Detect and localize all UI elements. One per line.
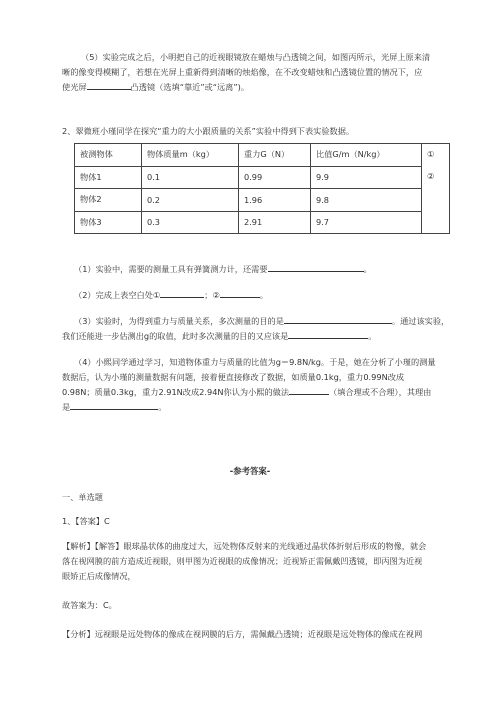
q2-intro: 2、翠微班小瑾同学在探究“重力的大小跟质量的关系”实验中得到下表实验数据。 <box>62 126 355 136</box>
q2-sub4-line3-end: （填合理或不合理），其理由 <box>329 387 432 397</box>
q2-sub3-line1 <box>74 314 449 329</box>
q2-sub3-line2 <box>62 329 376 344</box>
circle-2-label: ② <box>427 170 435 181</box>
table-cell: 0.99 <box>239 166 311 189</box>
q1-part5-line2: 晰的像变得模糊了，若想在光屏上重新得到清晰的烛焰像，在不改变蜡烛和凸透镜位置的情况下，应 <box>62 67 423 77</box>
q2-sub4-line1: （4）小熙同学通过学习，知道物体重力与质量的比值为g＝9.8N/kg。于是，她在分析了小瑾的测量 <box>74 357 436 367</box>
q2-sub2-mid: ；② <box>204 290 220 300</box>
q2-sub4-line4 <box>62 400 166 415</box>
analysis-line1: 【解析】【解答】眼球晶状体的曲度过大，远处物体反射来的光线通过晶状体折射后形成的物像，就会 <box>62 541 427 551</box>
q2-sub4-line4-end: 。 <box>158 402 167 412</box>
answer-blank[interactable] <box>284 314 392 324</box>
table-cell: 2.91 <box>239 211 311 234</box>
q2-sub4-line3 <box>62 385 431 400</box>
table-header-cell: 物体质量m（kg） <box>142 144 239 167</box>
table-header-row <box>75 144 450 167</box>
table-row <box>75 211 450 234</box>
table-cell: 物体3 <box>75 211 142 234</box>
table-row <box>75 189 450 212</box>
answer-blank[interactable] <box>220 288 260 298</box>
table-header-cell: 重力G（N） <box>239 144 311 167</box>
table-cell: 9.8 <box>311 189 422 212</box>
answer-q1-label: 1、【答案】C <box>62 516 110 526</box>
table-header-cell: 比值G/m（N/kg） <box>311 144 422 167</box>
answer-blank[interactable] <box>288 329 368 339</box>
table-cell: 0.1 <box>142 166 239 189</box>
q1-part5-line3-post: 凸透镜（选填“靠近”或“远离”)。 <box>130 82 249 92</box>
q2-sub1-end: 。 <box>363 264 372 274</box>
table-cell: 0.3 <box>142 211 239 234</box>
q2-sub2 <box>74 288 268 303</box>
table-cell: 9.9 <box>311 166 422 189</box>
answer-blank[interactable] <box>289 385 329 395</box>
table-cell: 物体2 <box>75 189 142 212</box>
q1-part5-line3 <box>62 80 452 95</box>
q2-sub1 <box>74 262 372 277</box>
q2-sub3-line2-text: 我们还能进一步估测出g的取值，此时多次测量的目的又应该是 <box>62 331 289 341</box>
q2-sub3-text: （3）实验时，为得到重力与质量关系，多次测量的目的是 <box>74 316 284 326</box>
table-cell: 1.96 <box>239 189 311 212</box>
q2-sub2-end: 。 <box>259 290 268 300</box>
table-cell: 物体1 <box>75 166 142 189</box>
data-table <box>74 143 450 234</box>
answer-blank[interactable] <box>160 288 204 298</box>
answer-conclusion: 故答案为：C。 <box>62 600 117 610</box>
answer-blank[interactable] <box>268 262 364 272</box>
answer-blank[interactable] <box>70 400 158 410</box>
answers-section-heading: 一、单选题 <box>62 492 103 502</box>
q2-sub3-line2-end: 。 <box>368 331 377 341</box>
analysis-line2: 落在视网膜的前方造成近视眼，则甲图为近视眼的成像情况；近视矫正需佩戴凹透镜，即丙图为近视 <box>62 556 423 566</box>
table-cell: 0.2 <box>142 189 239 212</box>
answers-title: -参考答案- <box>229 466 271 476</box>
analysis-line3: 眼矫正后成像情况， <box>62 571 136 581</box>
answer-blank[interactable] <box>87 80 131 90</box>
table-row <box>75 166 450 189</box>
q2-sub2-text: （2）完成上表空白处① <box>74 290 161 300</box>
blank-column-cell <box>422 144 450 234</box>
fenxi-line1: 【分析】远视眼是远处物体的像成在视网膜的后方，需佩戴凸透镜；近视眼是远处物体的像成在视网 <box>62 629 423 639</box>
q2-sub3-post: 。通过该实验， <box>391 316 450 326</box>
q1-part5-line3-pre: 使光屏 <box>62 82 87 92</box>
q2-sub4-line2: 数据后，认为小瑾的测量数据有问题，接着便直接修改了数据，如质量0.1kg，重力0.99N改成 <box>62 372 405 382</box>
q2-sub4-line3-text: 0.98N；质量0.3kg，重力2.91N改成2.94N你认为小熙的做法 <box>62 387 290 397</box>
q1-part5-line1: （5）实验完成之后，小明把自己的近视眼镜放在蜡烛与凸透镜之间，如图丙所示，光屏上原来清 <box>81 52 431 62</box>
q2-sub4-line4-text: 是 <box>62 402 71 412</box>
q2-sub1-text: （1）实验中，需要的测量工具有弹簧测力计，还需要 <box>74 264 268 274</box>
circle-1-label: ① <box>427 149 435 159</box>
table-cell: 9.7 <box>311 211 422 234</box>
table-header-cell: 被测物体 <box>75 144 142 167</box>
